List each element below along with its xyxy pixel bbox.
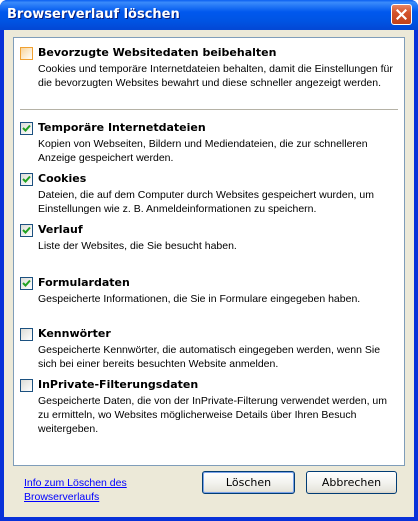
delete-button[interactable]: Löschen — [202, 471, 295, 494]
options-panel — [13, 37, 405, 466]
option-title[interactable]: Formulardaten — [38, 276, 130, 289]
title-bar[interactable] — [0, 0, 418, 30]
option-title[interactable]: Temporäre Internetdateien — [38, 121, 206, 134]
option-description: Gespeicherte Informationen, die Sie in Formulare eingegeben haben. — [38, 293, 361, 305]
help-link-line1[interactable]: Info zum Löschen des — [24, 477, 127, 489]
option-title[interactable]: InPrivate-Filterungsdaten — [38, 378, 199, 391]
checkbox-inprivate-filtering[interactable] — [20, 379, 33, 392]
option-description: Dateien, die auf dem Computer durch Websites gespeichert wurden, um Einstellungen wie z. B. Anmeldeinformationen zu speichern. — [38, 189, 374, 215]
option-description: Cookies und temporäre Internetdateien behalten, damit die Einstellungen für die bevorzugten Websites bewahrt und diese schneller angezeigt werden. — [38, 63, 393, 89]
checkbox-preserve-favorites[interactable] — [20, 47, 33, 60]
checkmark-icon — [22, 124, 31, 133]
window-border — [0, 517, 418, 521]
checkbox-cookies[interactable] — [20, 173, 33, 186]
close-button[interactable] — [391, 4, 412, 25]
option-description: Liste der Websites, die Sie besucht haben. — [38, 240, 237, 252]
option-description: Gespeicherte Kennwörter, die automatisch eingegeben werden, wenn Sie sich bei einer bereits besuchten Website anmelden. — [38, 344, 381, 370]
close-icon — [396, 9, 407, 20]
checkbox-form-data[interactable] — [20, 277, 33, 290]
help-link[interactable] — [24, 476, 127, 504]
checkmark-icon — [22, 175, 31, 184]
option-title[interactable]: Verlauf — [38, 223, 83, 236]
help-link-line2[interactable]: Browserverlaufs — [24, 491, 100, 503]
checkbox-history[interactable] — [20, 224, 33, 237]
cancel-button[interactable]: Abbrechen — [306, 471, 397, 494]
checkmark-icon — [22, 279, 31, 288]
option-description: Kopien von Webseiten, Bildern und Mediendateien, die zur schnelleren Anzeige gespeichert werden. — [38, 138, 368, 164]
option-description: Gespeicherte Daten, die von der InPrivate-Filterung verwendet werden, um zu ermitteln, wo Websites möglicherweise Details über Ihren Besuch weitergeben. — [38, 395, 388, 435]
option-title[interactable]: Kennwörter — [38, 327, 111, 340]
checkbox-passwords[interactable] — [20, 328, 33, 341]
checkbox-temporary-files[interactable] — [20, 122, 33, 135]
dialog-content — [4, 30, 414, 517]
window-title: Browserverlauf löschen — [7, 7, 180, 22]
divider — [20, 109, 398, 110]
checkmark-icon — [22, 226, 31, 235]
option-title[interactable]: Bevorzugte Websitedaten beibehalten — [38, 46, 277, 59]
option-title[interactable]: Cookies — [38, 172, 87, 185]
